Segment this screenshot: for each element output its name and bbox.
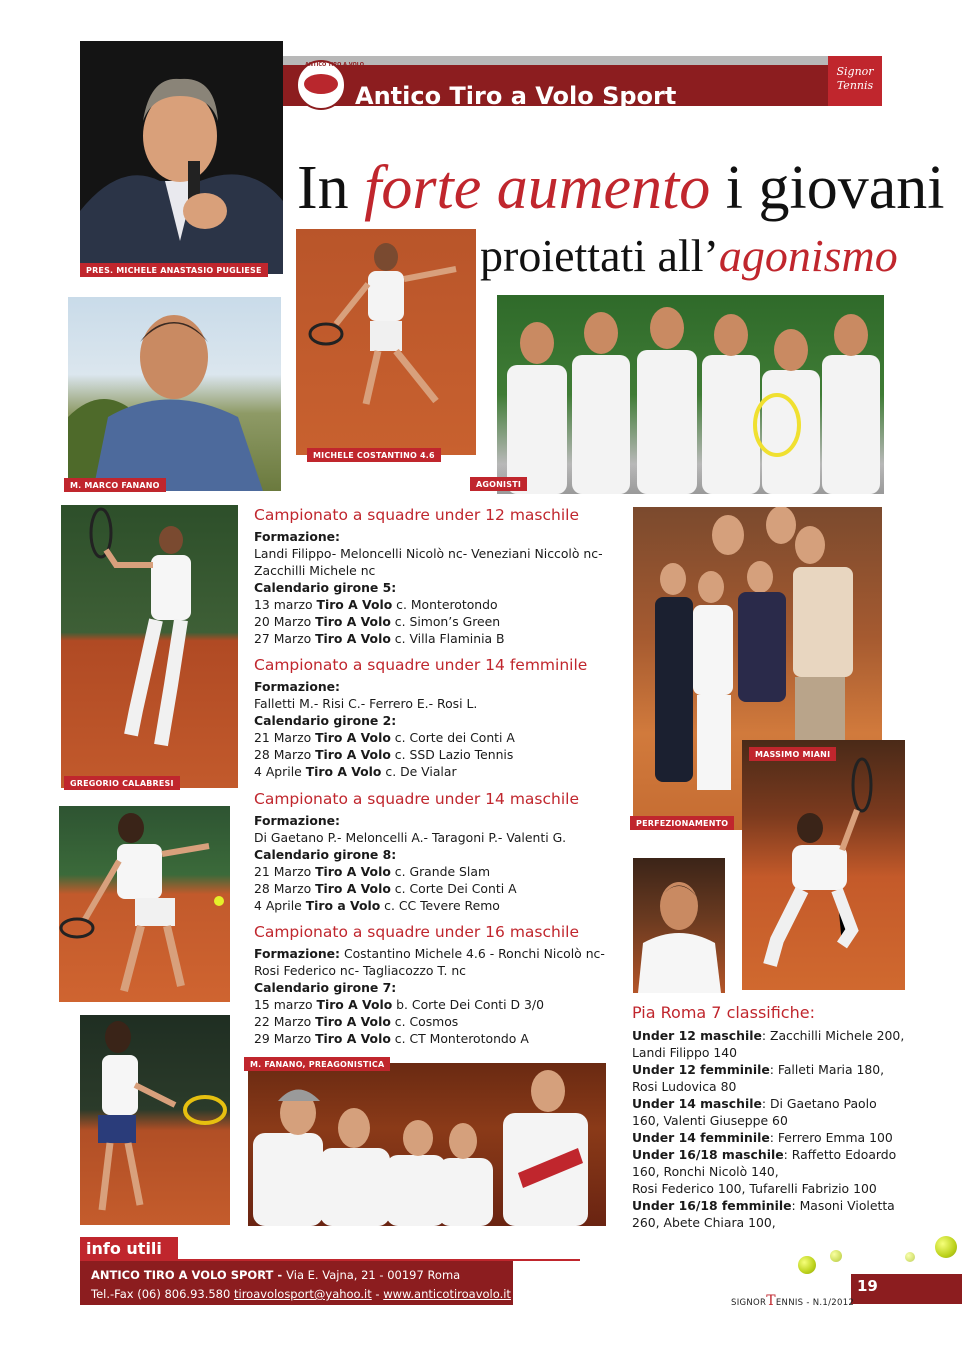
ranking-text: : Falleti Maria 180, <box>769 1062 885 1077</box>
footer-brand-text: ENNIS <box>775 1298 804 1308</box>
info-phone: Tel.-Fax (06) 806.93.580 <box>91 1287 234 1301</box>
fixture-team: Tiro A Volo <box>315 614 391 629</box>
fixture-team: Tiro A Volo <box>316 597 393 612</box>
formazione-line: Landi Filippo- Meloncelli Nicolò nc- Veneziani Niccolò nc- <box>254 546 603 561</box>
formazione-label: Formazione: <box>254 679 341 694</box>
headline-emphasis: forte aumento <box>364 154 711 222</box>
fixture-team: Tiro A Volo <box>315 747 391 762</box>
classifiche-line <box>632 1129 902 1146</box>
classifiche-line <box>632 1146 902 1163</box>
calendario-label: Calendario girone 5: <box>254 580 397 595</box>
section-title: Antico Tiro a Volo Sport <box>355 82 677 110</box>
fixture-opponent: b. Corte Dei Conti D 3/0 <box>392 997 544 1012</box>
category-label: Under 12 femminile <box>632 1062 770 1077</box>
headline-line2 <box>480 228 898 284</box>
fixture-opponent: c. Cosmos <box>390 1014 459 1029</box>
caption-president: PRES. MICHELE ANASTASIO PUGLIESE <box>80 263 268 277</box>
headline-text: i giovani <box>710 154 945 222</box>
photo-preagonistica <box>248 1063 606 1226</box>
info-utili-tab: info utili <box>80 1237 178 1261</box>
photo-massimo-miani-portrait <box>633 858 725 993</box>
fixture-row <box>254 630 614 647</box>
block-under14-femminile <box>254 655 614 780</box>
ranking-text: : Ferrero Emma 100 <box>769 1130 893 1145</box>
ranking-text: Rosi Ludovica 80 <box>632 1079 737 1094</box>
fixture-opponent: c. Simon’s Green <box>390 614 501 629</box>
footer-brand-text: SIGNOR <box>731 1298 767 1308</box>
fixture-date: 27 Marzo <box>254 631 316 646</box>
fixture-opponent: c. CT Monterotondo A <box>390 1031 529 1046</box>
category-label: Under 16/18 maschile <box>632 1147 784 1162</box>
calendario-label: Calendario girone 8: <box>254 847 397 862</box>
fixture-date: 20 Marzo <box>254 614 316 629</box>
magazine-tag-line2: Tennis <box>836 79 874 92</box>
fixture-row <box>254 863 614 880</box>
fixture-row <box>254 996 614 1013</box>
classifiche-line <box>632 1163 902 1180</box>
fixture-row <box>254 763 614 780</box>
block-title: Campionato a squadre under 12 maschile <box>254 506 579 524</box>
club-logo-emblem <box>304 74 338 94</box>
block-under16-maschile <box>254 922 614 1047</box>
fixture-row <box>254 729 614 746</box>
classifiche-block <box>632 1003 905 1231</box>
ranking-text: Landi Filippo 140 <box>632 1045 738 1060</box>
caption-marco-fanano: M. MARCO FANANO <box>64 478 166 492</box>
category-label: Under 14 femminile <box>632 1130 770 1145</box>
info-sep: - <box>371 1287 384 1301</box>
fixture-date: 4 Aprile <box>254 764 306 779</box>
caption-michele-costantino: MICHELE COSTANTINO 4.6 <box>307 448 441 462</box>
ranking-text: 260, Abete Chiara 100, <box>632 1215 776 1230</box>
fixture-row <box>254 746 614 763</box>
formazione-line: Falletti M.- Risi C.- Ferrero E.- Rosi L. <box>254 696 478 711</box>
classifiche-line <box>632 1061 902 1078</box>
ranking-text: Rosi Federico 100, Tufarelli Fabrizio 100 <box>632 1181 877 1196</box>
costantino-illustration <box>296 229 476 455</box>
info-address: Via E. Vajna, 21 - 00197 Roma <box>286 1268 461 1282</box>
caption-perfezionamento: PERFEZIONAMENTO <box>630 816 734 830</box>
fixture-date: 4 Aprile <box>254 898 306 913</box>
tennis-ball-icon <box>830 1250 842 1262</box>
caption-gregorio-calabresi: GREGORIO CALABRESI <box>64 776 180 790</box>
tennis-ball-icon <box>798 1256 816 1274</box>
fixture-date: 22 Marzo <box>254 1014 316 1029</box>
photo-girl-player <box>80 1015 230 1225</box>
classifiche-line <box>632 1214 902 1231</box>
headline-text: proiettati all’ <box>480 230 719 281</box>
fixture-opponent: c. Grande Slam <box>390 864 491 879</box>
block-under14-maschile <box>254 789 614 914</box>
ranking-text: : Raffetto Edoardo <box>783 1147 897 1162</box>
fixture-team: Tiro A Volo <box>315 881 391 896</box>
girl-illustration <box>80 1015 230 1225</box>
category-label: Under 16/18 femminile <box>632 1198 792 1213</box>
fixture-row <box>254 880 614 897</box>
miani-action-illustration <box>742 740 905 990</box>
formazione-label: Formazione: <box>254 946 341 961</box>
info-contact-line <box>91 1285 513 1304</box>
fixture-opponent: c. Corte Dei Conti A <box>390 881 517 896</box>
fixture-opponent: c. Monterotondo <box>392 597 498 612</box>
calendario-label: Calendario girone 7: <box>254 980 397 995</box>
page-number: 19 <box>857 1277 878 1295</box>
preagonistica-illustration <box>248 1063 606 1226</box>
fixture-row <box>254 596 614 613</box>
fixture-opponent: c. Villa Flaminia B <box>390 631 505 646</box>
fixture-row <box>254 1030 614 1047</box>
magazine-tag-line1: Signor <box>836 65 874 78</box>
president-illustration <box>80 41 283 274</box>
photo-massimo-miani-action <box>742 740 905 990</box>
fixture-row <box>254 613 614 630</box>
fixture-opponent: c. CC Tevere Remo <box>380 898 500 913</box>
formazione-label: Formazione: <box>254 813 341 828</box>
fixture-date: 21 Marzo <box>254 730 316 745</box>
footer-issue: - N.1/2012 <box>803 1298 855 1308</box>
fixture-date: 15 marzo <box>254 997 317 1012</box>
formazione-line <box>254 945 614 962</box>
fixture-opponent: c. De Vialar <box>381 764 457 779</box>
footer-brand-initial: T <box>766 1293 776 1309</box>
fixture-row <box>254 897 614 914</box>
fixture-opponent: c. SSD Lazio Tennis <box>390 747 514 762</box>
miani-portrait-illustration <box>633 858 725 993</box>
photo-michele-costantino <box>296 229 476 455</box>
fixture-date: 21 Marzo <box>254 864 316 879</box>
formazione-line: Di Gaetano P.- Meloncelli A.- Taragoni P.- Valenti G. <box>254 830 567 845</box>
classifiche-line <box>632 1197 902 1214</box>
caption-agonisti: AGONISTI <box>470 477 527 491</box>
fixture-team: Tiro A Volo <box>305 764 382 779</box>
fixture-team: Tiro A Volo <box>315 730 391 745</box>
category-label: Under 14 maschile <box>632 1096 762 1111</box>
classifiche-line <box>632 1044 902 1061</box>
ranking-text: : Masoni Violetta <box>791 1198 895 1213</box>
fanano-illustration <box>68 297 281 491</box>
fixture-date: 28 Marzo <box>254 747 316 762</box>
photo-player-forehand <box>59 806 230 1002</box>
category-label: Under 12 maschile <box>632 1028 762 1043</box>
formazione-line: Zacchilli Michele nc <box>254 563 376 578</box>
club-logo-text: ANTICO TIRO A VOLO <box>305 62 364 68</box>
agonisti-illustration <box>497 295 884 494</box>
fixture-team: Tiro a Volo <box>305 898 381 913</box>
classifiche-line <box>632 1078 902 1095</box>
photo-president <box>80 41 283 274</box>
fixture-date: 13 marzo <box>254 597 317 612</box>
fixture-date: 29 Marzo <box>254 1031 316 1046</box>
tennis-ball-icon <box>905 1252 915 1262</box>
fixture-team: Tiro A Volo <box>315 631 391 646</box>
fixture-team: Tiro A Volo <box>315 864 391 879</box>
info-org: ANTICO TIRO A VOLO SPORT - <box>91 1268 287 1282</box>
photo-agonisti <box>497 295 884 494</box>
formazione-line: Rosi Federico nc- Tagliacozzo T. nc <box>254 963 466 978</box>
info-email-link[interactable]: tiroavolosport@yahoo.it <box>233 1287 372 1301</box>
footer-brand <box>731 1293 854 1309</box>
classifiche-line <box>632 1095 902 1112</box>
ranking-text: : Di Gaetano Paolo <box>761 1096 877 1111</box>
classifiche-line <box>632 1112 902 1129</box>
block-under12-maschile <box>254 505 614 647</box>
classifiche-line <box>632 1180 902 1197</box>
block-title: Campionato a squadre under 16 maschile <box>254 923 579 941</box>
magazine-tag <box>828 56 882 106</box>
classifiche-line <box>632 1027 905 1044</box>
forehand-illustration <box>59 806 230 1002</box>
caption-massimo-miani: MASSIMO MIANI <box>749 747 836 761</box>
fixture-opponent: c. Corte dei Conti A <box>390 730 515 745</box>
header-top-stripe <box>283 56 828 65</box>
block-title: Campionato a squadre under 14 maschile <box>254 790 579 808</box>
caption-preagonistica: M. FANANO, PREAGONISTICA <box>244 1057 390 1071</box>
info-website-link[interactable]: www.anticotiroavolo.it <box>383 1287 511 1301</box>
classifiche-title: Pia Roma 7 classifiche: <box>632 1003 815 1022</box>
fixture-team: Tiro A Volo <box>316 997 393 1012</box>
photo-gregorio-calabresi <box>61 505 238 788</box>
ranking-text: 160, Ronchi Nicolò 140, <box>632 1164 779 1179</box>
fixture-team: Tiro A Volo <box>315 1014 391 1029</box>
fixture-team: Tiro A Volo <box>315 1031 391 1046</box>
ranking-text: 160, Valenti Giuseppe 60 <box>632 1113 788 1128</box>
headline-emphasis: agonismo <box>718 230 898 281</box>
info-utili-box <box>80 1261 513 1305</box>
ranking-text: : Zacchilli Michele 200, <box>761 1028 905 1043</box>
headline-line1 <box>297 152 944 224</box>
formazione-text: Costantino Michele 4.6 - Ronchi Nicolò nc- <box>340 946 605 961</box>
tennis-ball-icon <box>935 1236 957 1258</box>
fixture-date: 28 Marzo <box>254 881 316 896</box>
fixture-row <box>254 1013 614 1030</box>
calabresi-illustration <box>61 505 238 788</box>
photo-marco-fanano <box>68 297 281 491</box>
info-address-line <box>91 1266 513 1285</box>
calendario-label: Calendario girone 2: <box>254 713 397 728</box>
headline-text: In <box>297 154 365 222</box>
formazione-label: Formazione: <box>254 529 341 544</box>
block-title: Campionato a squadre under 14 femminile <box>254 656 588 674</box>
